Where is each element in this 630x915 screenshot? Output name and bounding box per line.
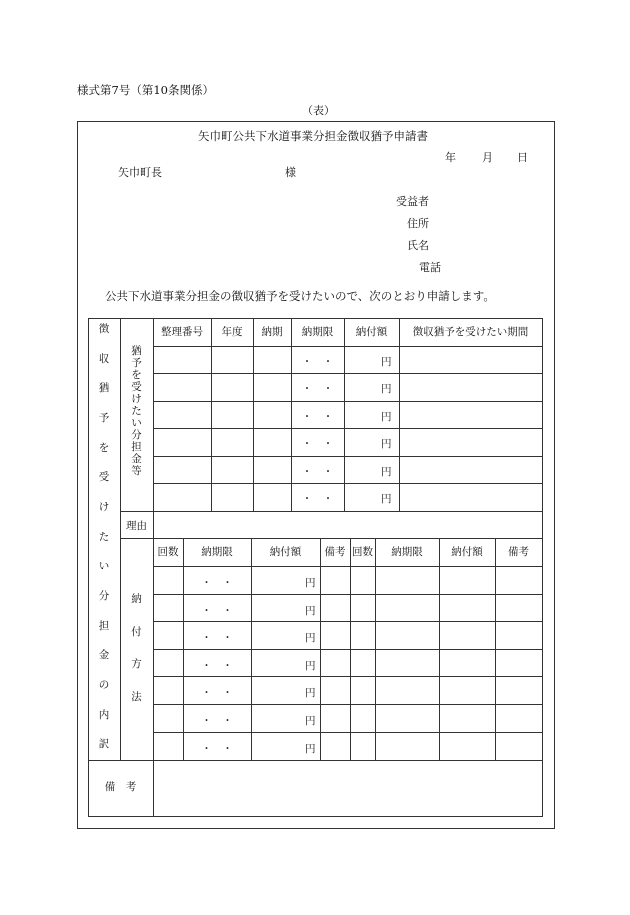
payment-due-date-placeholder: ・ ・ xyxy=(201,577,233,589)
request-text: 公共下水道事業分担金の徴収猶予を受けたいので、次のとおり申請します。 xyxy=(105,289,495,303)
header-deferment-period: 徴収猶予を受けたい期間 xyxy=(412,326,529,338)
application-table xyxy=(88,318,542,816)
section-bottom-line xyxy=(120,511,543,512)
outer-vertical-label: 徴 収 猶 予 を 受 け た い 分 担 金 の 内 訳 xyxy=(98,323,110,751)
yen-label: 円 xyxy=(381,466,392,478)
payment-yen-label: 円 xyxy=(305,715,316,727)
table-top-border xyxy=(88,318,543,319)
payment-yen-label: 円 xyxy=(305,687,316,699)
form-number: 様式第7号（第10条関係） xyxy=(77,83,214,97)
yen-label: 円 xyxy=(381,411,392,423)
upper-row-line xyxy=(153,483,543,484)
payment-due-date-placeholder: ・ ・ xyxy=(201,743,233,755)
table-right-border xyxy=(542,318,543,817)
payment-yen-label: 円 xyxy=(305,605,316,617)
payment-header-count: 回数 xyxy=(157,546,179,558)
payment-row-line xyxy=(153,621,543,622)
payment-header-amount-2: 納付額 xyxy=(451,546,483,558)
payment-yen-label: 円 xyxy=(305,743,316,755)
form-title: 矢巾町公共下水道事業分担金徴収猶予申請書 xyxy=(198,129,428,143)
section-vertical-label: 猶 予 を 受 け た い 分 担 金 等 xyxy=(131,345,142,477)
payment-header-due-date: 納期限 xyxy=(201,546,233,558)
upper-row-line xyxy=(153,401,543,402)
yen-label: 円 xyxy=(381,356,392,368)
date-day-label: 日 xyxy=(517,151,528,164)
yen-label: 円 xyxy=(381,438,392,450)
due-date-placeholder: ・ ・ xyxy=(301,356,334,368)
due-date-placeholder: ・ ・ xyxy=(301,383,334,395)
payment-row-line xyxy=(153,566,543,567)
payment-row-line xyxy=(153,649,543,650)
due-date-placeholder: ・ ・ xyxy=(301,466,334,478)
due-date-placeholder: ・ ・ xyxy=(301,438,334,450)
header-period: 納期 xyxy=(261,326,283,338)
phone-label: 電話 xyxy=(419,261,441,274)
upper-row-line xyxy=(153,373,543,374)
payment-header-amount: 納付額 xyxy=(269,546,302,558)
reason-divider xyxy=(153,511,154,539)
payment-due-date-placeholder: ・ ・ xyxy=(201,660,233,672)
reason-label: 理由 xyxy=(126,520,147,532)
payment-method-vertical-label: 納 付 方 法 xyxy=(131,593,142,703)
due-date-placeholder: ・ ・ xyxy=(301,411,334,423)
payment-header-count-2: 回数 xyxy=(352,546,373,558)
header-ref-no: 整理番号 xyxy=(161,326,203,338)
payment-bottom-line xyxy=(88,760,543,761)
due-date-placeholder: ・ ・ xyxy=(301,493,334,505)
upper-row-line xyxy=(153,346,543,347)
payment-row-line xyxy=(153,676,543,677)
header-amount: 納付額 xyxy=(355,326,388,338)
payment-yen-label: 円 xyxy=(305,577,316,589)
payment-row-line xyxy=(153,704,543,705)
yen-label: 円 xyxy=(381,493,392,505)
payment-due-date-placeholder: ・ ・ xyxy=(201,715,233,727)
yen-label: 円 xyxy=(381,383,392,395)
payment-header-remarks-2: 備考 xyxy=(508,546,529,558)
header-due-date: 納期限 xyxy=(301,326,334,338)
payment-due-date-placeholder: ・ ・ xyxy=(201,632,233,644)
address-label: 住所 xyxy=(407,217,429,230)
side-label: （表） xyxy=(302,104,335,117)
honorific-label: 様 xyxy=(285,166,296,179)
applicant-role-label: 受益者 xyxy=(396,195,429,208)
payment-header-remarks: 備考 xyxy=(324,546,346,558)
table-bottom-border xyxy=(88,816,543,817)
remarks-divider xyxy=(153,760,154,817)
payment-due-date-placeholder: ・ ・ xyxy=(201,605,233,617)
mayor-label: 矢巾町長 xyxy=(118,166,162,179)
payment-header-due-date-2: 納期限 xyxy=(391,546,423,558)
date-year-label: 年 xyxy=(445,151,456,164)
payment-row-line xyxy=(153,732,543,733)
header-fiscal-year: 年度 xyxy=(221,326,243,338)
date-month-label: 月 xyxy=(482,151,493,164)
upper-row-line xyxy=(153,456,543,457)
payment-due-date-placeholder: ・ ・ xyxy=(201,687,233,699)
payment-yen-label: 円 xyxy=(305,660,316,672)
name-label: 氏名 xyxy=(407,239,429,252)
payment-yen-label: 円 xyxy=(305,632,316,644)
remarks-label: 備 考 xyxy=(104,781,137,793)
payment-row-line xyxy=(153,594,543,595)
upper-row-line xyxy=(153,428,543,429)
